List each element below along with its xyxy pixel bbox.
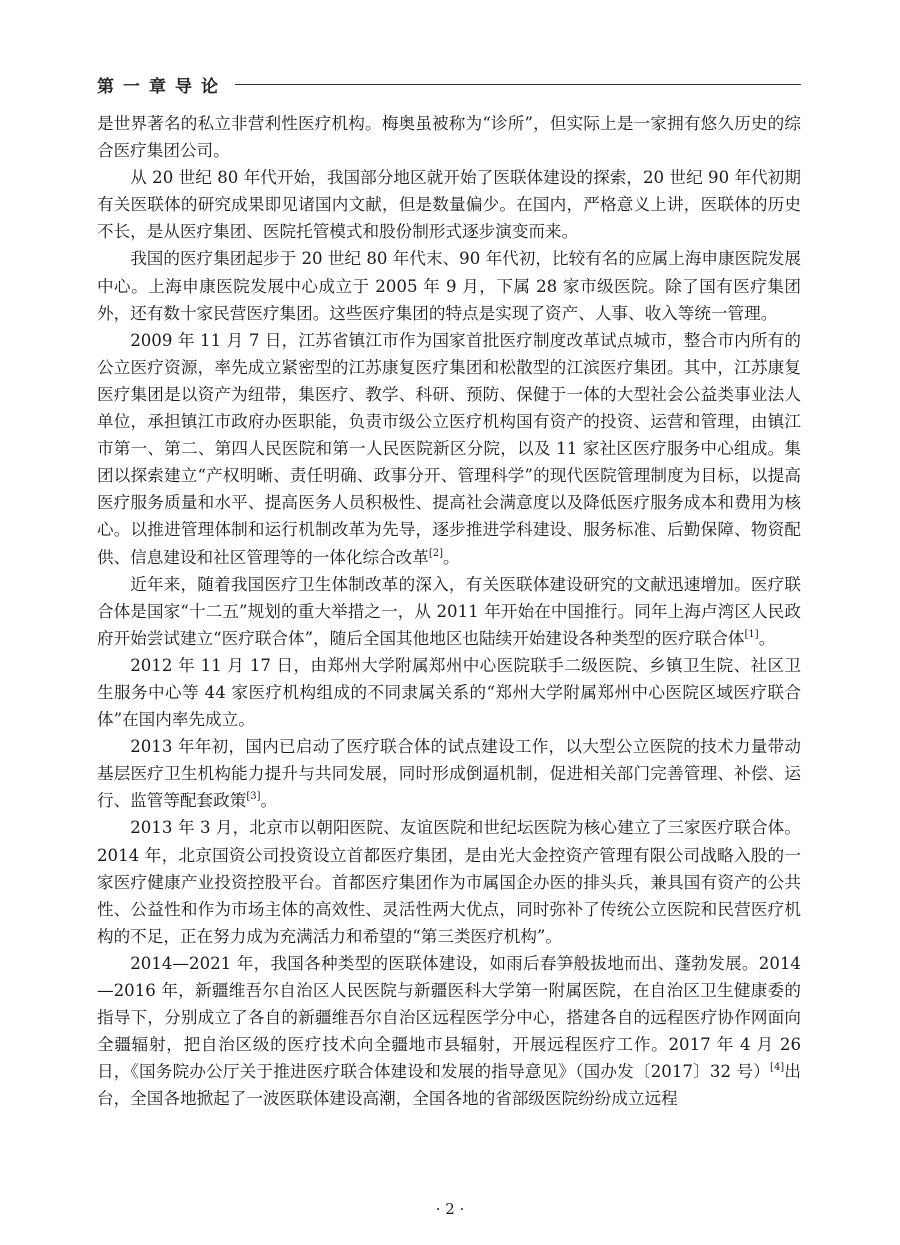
citation-ref: [1] <box>744 628 759 640</box>
paragraph-text: 。 <box>758 628 776 648</box>
paragraph-p7 <box>97 733 801 814</box>
paragraph-p8 <box>97 814 801 949</box>
citation-ref: [2] <box>428 547 444 559</box>
paragraph-p5 <box>97 571 801 652</box>
paragraph-text: 2013 年年初，国内已启动了医疗联合体的试点建设工作，以大型公立医院的技术力量带动基层医疗卫生机构能力提升与共同发展，同时形成倒逼机制，促进相关部门完善管理、补偿、运行、监管等配套政策 <box>97 737 801 811</box>
paragraph-p1 <box>97 110 801 164</box>
paragraph-text: 从 20 世纪 80 年代开始，我国部分地区就开始了医联体建设的探索，20 世纪 90 年代初期有关医联体的研究成果即见诸国内文献，但是数量偏少。在国内，严格意义上讲，医联体的历史不长，是从医疗集团、医院托管模式和股份制形式逐步演变而来。 <box>97 168 801 242</box>
body-text <box>97 110 801 1112</box>
paragraph-p2 <box>97 164 801 245</box>
paragraph-text: 出台，全国各地掀起了一波医联体建设高潮，全国各地的省部级医院纷纷成立远程 <box>97 1062 801 1109</box>
citation-ref: [3] <box>246 791 261 803</box>
paragraph-text: 2009 年 11 月 7 日，江苏省镇江市作为国家首批医疗制度改革试点城市，整合市内所有的公立医疗资源，率先成立紧密型的江苏康复医疗集团和松散型的江滨医疗集团。其中，江苏康复医疗集团是以资产为纽带，集医疗、教学、科研、预防、保健于一体的大型社会公益类事业法人单位，承担镇江市政府办医职能，负责市级公立医疗机构国有资产的投资、运营和管理，由镇江市第一、第二、第四人民医院和第一人民医院新区分院，以及 11 家社区医疗服务中心组成。集团以探索建立“产权明晰、责任明确、政事分开、管理科学”的现代医院管理制度为目标，以提高医疗服务质量和水平、提高医务人员积极性、提高社会满意度以及降低医疗服务成本和费用为核心。以推进管理体制和运行机制改革为先导，逐步推进学科建设、服务标准、后勤保障、物资配供、信息建设和社区管理等的一体化综合改革 <box>97 330 801 567</box>
paragraph-p3 <box>97 245 801 326</box>
page-number: · 2 · <box>435 1200 465 1218</box>
paragraph-text: 2013 年 3 月，北京市以朝阳医院、友谊医院和世纪坛医院为核心建立了三家医疗联合体。2014 年，北京国资公司投资设立首都医疗集团，是由光大金控资产管理有限公司战略入股的一家医疗健康产业投资控股平台。首都医疗集团作为市属国企办医的排头兵，兼具国有资产的公共性、公益性和作为市场主体的高效性、灵活性两大优点，同时弥补了传统公立医院和民营医疗机构的不足，正在努力成为充满活力和希望的“第三类医疗机构”。 <box>97 818 801 946</box>
paragraph-text: 2014—2021 年，我国各种类型的医联体建设，如雨后春笋般拔地而出、蓬勃发展。2014—2016 年，新疆维吾尔自治区人民医院与新疆医科大学第一附属医院，在自治区卫生健康委的指导下，分别成立了各自的新疆维吾尔自治区远程医学分中心，搭建各自的远程医疗协作网面向全疆辐射，把自治区级的医疗技术向全疆地市县辐射，开展远程医疗工作。2017 年 4 月 26 日，《国务院办公厅关于推进医疗联合体建设和发展的指导意见》（国办发〔2017〕32 号） <box>97 953 801 1082</box>
paragraph-p4 <box>97 327 801 571</box>
paragraph-text: 。 <box>443 547 460 567</box>
paragraph-text: 。 <box>260 791 278 811</box>
running-header <box>97 70 801 98</box>
paragraph-text: 2012 年 11 月 17 日，由郑州大学附属郑州中心医院联手二级医院、乡镇卫生院、社区卫生服务中心等 44 家医疗机构组成的不同隶属关系的“郑州大学附属郑州中心医院区域医疗联合体”在国内率先成立。 <box>97 655 801 730</box>
paragraph-text: 是世界著名的私立非营利性医疗机构。梅奥虽被称为“诊所”，但实际上是一家拥有悠久历史的综合医疗集团公司。 <box>97 114 801 161</box>
paragraph-p6 <box>97 652 801 733</box>
paragraph-p9 <box>97 950 801 1113</box>
paragraph-text: 近年来，随着我国医疗卫生体制改革的深入，有关医联体建设研究的文献迅速增加。医疗联合体是国家“十二五”规划的重大举措之一，从 2011 年开始在中国推行。同年上海卢湾区人民政府开始尝试建立“医疗联合体”，随后全国其他地区也陆续开始建设各种类型的医疗联合体 <box>97 574 801 648</box>
paragraph-text: 我国的医疗集团起步于 20 世纪 80 年代末、90 年代初，比较有名的应属上海申康医院发展中心。上海申康医院发展中心成立于 2005 年 9 月，下属 28 家市级医院。除了国有医疗集团外，还有数十家民营医疗集团。这些医疗集团的特点是实现了资产、人事、收入等统一管理。 <box>97 249 801 323</box>
header-rule <box>235 84 801 85</box>
citation-ref: [4] <box>770 1062 785 1074</box>
chapter-title: 第一章导论 <box>97 76 227 97</box>
